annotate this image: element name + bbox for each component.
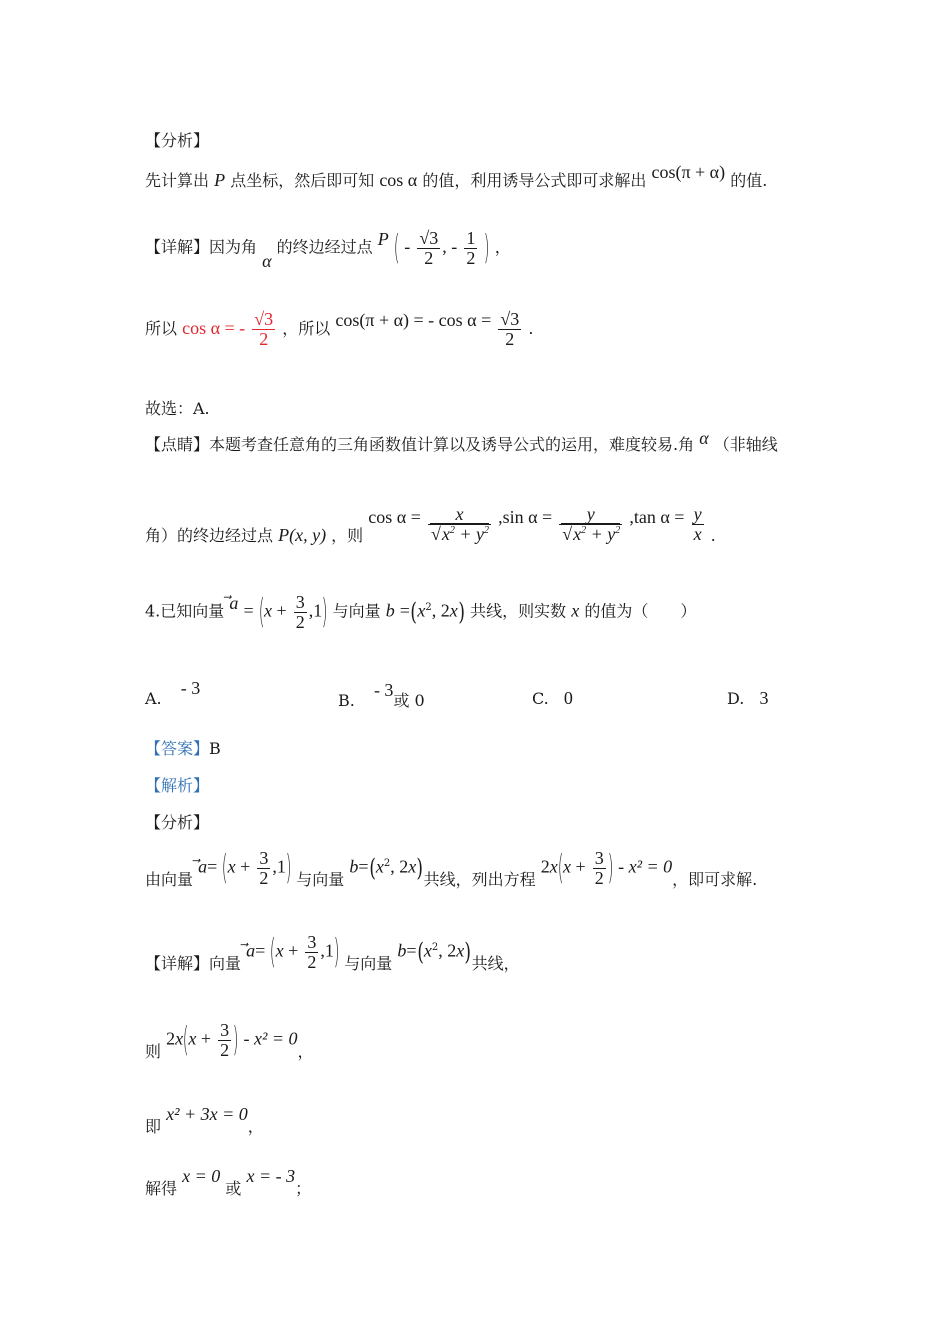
fraction-tan-def: $\frac{y}{x}$ bbox=[693, 504, 702, 544]
text: 已知向量 bbox=[160, 601, 225, 621]
option-value: 0 bbox=[563, 688, 573, 708]
fraction-red-sqrt3-over-2: $\frac{√3}{2}$ bbox=[254, 309, 274, 349]
text: 与向量 bbox=[332, 601, 381, 621]
text: 的值. bbox=[730, 171, 768, 190]
step-ie bbox=[145, 1102, 264, 1136]
fraction-3-over-2: $\frac{3}{2}$ bbox=[220, 1019, 230, 1060]
point-pxy: P(x, y) bbox=[278, 525, 327, 545]
fraction-3-over-2: $\frac{3}{2}$ bbox=[259, 847, 269, 888]
text: 角）的终边经过点 bbox=[145, 526, 274, 545]
answer-label: 【答案】 bbox=[145, 739, 210, 758]
cos-alpha-red-expr: cos α = - bbox=[182, 317, 246, 338]
option-c[interactable] bbox=[532, 688, 573, 709]
dianjing-line-2 bbox=[145, 505, 716, 544]
step-solve bbox=[145, 1164, 312, 1198]
equation-tail: - x² = 0 bbox=[243, 1028, 298, 1049]
point-p: P bbox=[377, 228, 389, 249]
cos-def-lhs: cos α = bbox=[368, 507, 421, 527]
text: （非轴线 bbox=[713, 435, 778, 454]
text: 因为角 bbox=[209, 237, 258, 257]
jiexi-heading: 【解析】 bbox=[145, 776, 210, 795]
tan-def-lhs: ,tan α = bbox=[629, 507, 685, 527]
punct: ； bbox=[295, 1179, 312, 1198]
vector-b: b bbox=[385, 600, 395, 621]
analysis-heading-2: 【分析】 bbox=[145, 813, 210, 832]
vector-a: ⃗a bbox=[246, 940, 256, 961]
option-b[interactable] bbox=[338, 680, 425, 711]
punct: ， bbox=[247, 1117, 264, 1136]
point-p: P bbox=[214, 170, 226, 190]
option-label: A. bbox=[145, 689, 162, 708]
text: 共线，列出方程 bbox=[423, 869, 536, 889]
text: 的终边经过点 bbox=[276, 237, 373, 257]
fraction-sin-def: $\frac{y}{√x^2 + y^2}$ bbox=[559, 505, 622, 544]
solution-2: x = - 3 bbox=[246, 1166, 296, 1186]
text: 由向量 bbox=[145, 869, 194, 889]
option-label: D. bbox=[727, 689, 745, 708]
vector-a: a bbox=[229, 592, 239, 613]
detail-line-2: 【详解】向量 ⃗a= (x + $\frac{3}{2}$ ,1) 与向量 $b=(x^2$, 2x)共线， bbox=[145, 931, 520, 973]
text: 共线， bbox=[471, 953, 520, 973]
question-number: 4. bbox=[145, 601, 161, 621]
text: 或 bbox=[225, 1179, 242, 1198]
step-then: 则 2x(x + $\frac{3}{2}$ ) - x² = 0， bbox=[145, 1019, 314, 1061]
fraction-sqrt3-over-2: $\frac{√3}{2}$ bbox=[419, 227, 439, 268]
alpha-symbol: α bbox=[262, 250, 272, 271]
so-line bbox=[145, 310, 533, 349]
text: ，即可求解. bbox=[672, 869, 758, 889]
option-label: B. bbox=[338, 691, 355, 710]
cos-alpha-expr: cos α bbox=[379, 170, 418, 190]
analysis-heading-1: 【分析】 bbox=[145, 131, 210, 150]
fraction-sqrt3-over-2: $\frac{√3}{2}$ bbox=[500, 309, 520, 349]
option-label: C. bbox=[532, 689, 549, 708]
text: 解得 bbox=[145, 1179, 178, 1198]
text: 与向量 bbox=[296, 869, 345, 889]
punct: ， bbox=[494, 237, 511, 257]
sin-def-lhs: ,sin α = bbox=[498, 507, 553, 527]
text: ，则 bbox=[331, 526, 364, 545]
option-d[interactable] bbox=[727, 688, 768, 709]
question-4: 4.已知向量 a = (x + $\frac{3}{2}$ ,1) 与向量 $b =(x^2$, 2x) 共线，则实数 x 的值为（ ） bbox=[145, 591, 697, 632]
vector-a: ⃗a bbox=[198, 856, 208, 877]
text: 共线，则实数 bbox=[470, 601, 567, 621]
alpha-symbol: α bbox=[699, 428, 709, 448]
text: 的值为（ ） bbox=[584, 601, 697, 621]
analysis-line-1 bbox=[145, 162, 768, 191]
detail-heading: 【详解】 bbox=[145, 953, 210, 973]
text: 点坐标，然后即可知 bbox=[230, 171, 375, 190]
solution-1: x = 0 bbox=[182, 1166, 221, 1186]
text: 向量 bbox=[209, 953, 242, 973]
text: 与向量 bbox=[344, 953, 393, 973]
variable-x: x bbox=[571, 600, 580, 621]
detail-heading: 【详解】 bbox=[145, 237, 210, 257]
fraction-3-over-2: $\frac{3}{2}$ bbox=[307, 931, 317, 972]
option-value: - 3 bbox=[373, 680, 394, 700]
text: ，所以 bbox=[282, 318, 331, 338]
option-a[interactable] bbox=[145, 678, 201, 709]
cos-pi-alpha-expr: cos(π + α) bbox=[651, 162, 726, 182]
equation: x² + 3x = 0 bbox=[166, 1104, 248, 1124]
option-suffix: 或 0 bbox=[393, 691, 425, 710]
fraction-3-over-2: $\frac{3}{2}$ bbox=[295, 591, 305, 632]
answer-value: B bbox=[209, 739, 221, 758]
text: 则 bbox=[145, 1041, 162, 1061]
text: 本题考查任意角的三角函数值计算以及诱导公式的运用，难度较易.角 bbox=[209, 435, 695, 454]
option-value: - 3 bbox=[180, 678, 201, 698]
fraction-3-over-2: $\frac{3}{2}$ bbox=[594, 847, 604, 888]
dianjing-heading: 【点睛】 bbox=[145, 435, 210, 454]
text: 所以 bbox=[145, 318, 178, 338]
choice-line: 故选：A. bbox=[145, 399, 210, 418]
fraction-1-over-2: $\frac{1}{2}$ bbox=[466, 227, 476, 268]
punct: ， bbox=[297, 1041, 314, 1061]
answer-line bbox=[145, 736, 221, 759]
punct: . bbox=[528, 318, 534, 338]
punct: . bbox=[710, 526, 716, 545]
text: 的值，利用诱导公式即可求解出 bbox=[422, 171, 647, 190]
detail-line-1: 【详解】因为角 α 的终边经过点 P ( - $\frac{√3}{2}$ , - $\frac{1}{2}$ ) ， bbox=[145, 227, 511, 271]
text: 即 bbox=[145, 1117, 162, 1136]
equation-tail: - x² = 0 bbox=[618, 856, 673, 877]
cos-pi-alpha-eq: cos(π + α) = - cos α = bbox=[335, 309, 492, 330]
text: 先计算出 bbox=[145, 171, 210, 190]
option-value: 3 bbox=[759, 688, 769, 708]
dianjing-line-1 bbox=[145, 428, 778, 455]
fraction-cos-def: $\frac{x}{√x^2 + y^2}$ bbox=[428, 505, 491, 544]
analysis-line-2: 由向量 ⃗a= (x + $\frac{3}{2}$ ,1) 与向量 $b=(x^2$, 2x)共线，列出方程 2x(x + $\frac{3}{2}$ ) - x² = 0，即可求解. bbox=[145, 847, 758, 889]
